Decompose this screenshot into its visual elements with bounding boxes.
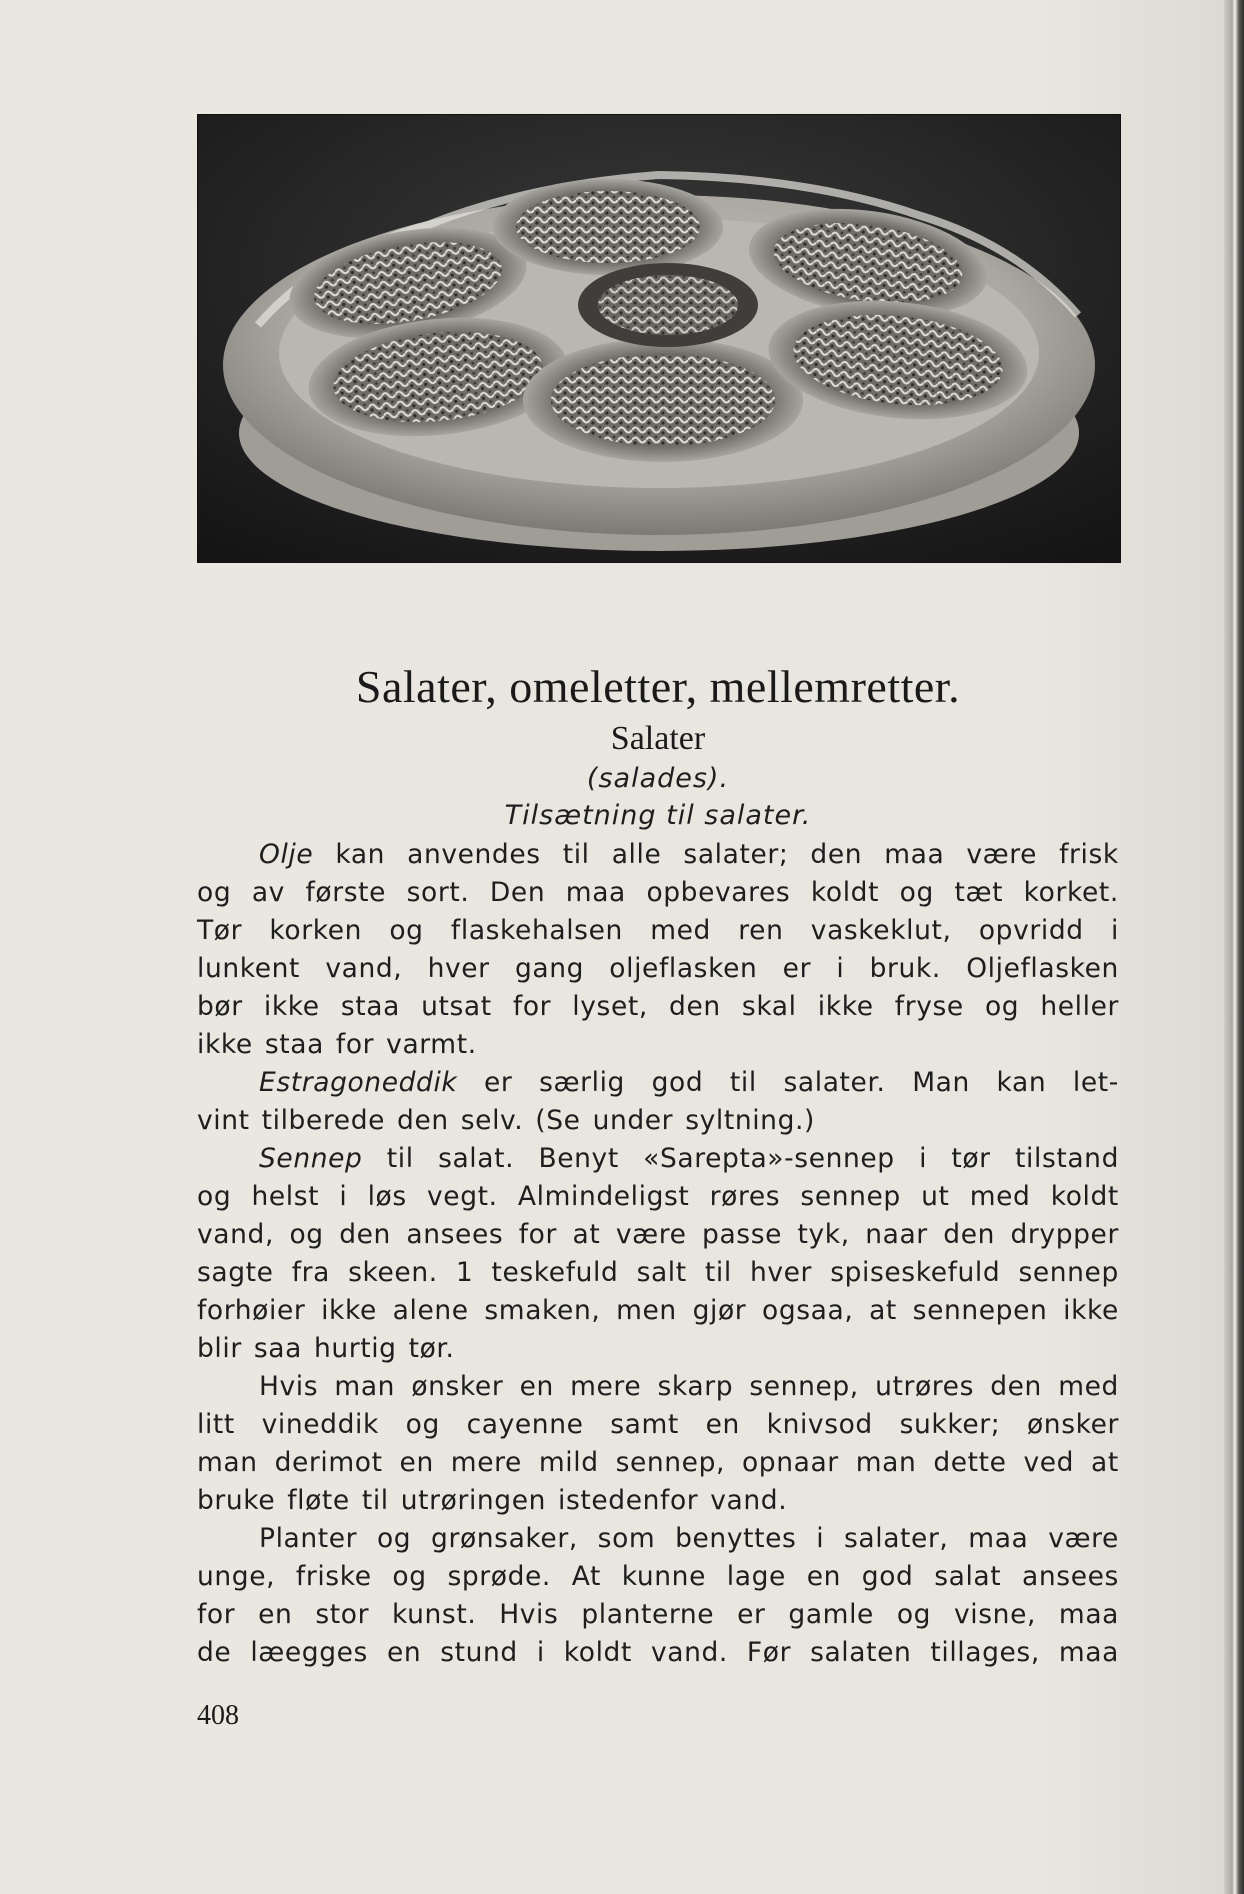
word: hver [427,953,490,984]
word: passe [702,1219,783,1250]
word: smaken, [484,1295,601,1326]
word: røres [709,1181,781,1212]
word: stund [440,1637,518,1668]
word: saa [253,1333,302,1364]
word: man [197,1447,258,1478]
word: være [966,839,1038,870]
word: bør [197,991,243,1022]
word: ikke [263,991,320,1022]
word: den [810,839,863,870]
word: den [943,1219,996,1250]
word: den [990,1371,1042,1402]
word: syltning.) [685,1105,815,1136]
word: helst [251,1181,320,1212]
word: særlig [539,1067,625,1098]
word: læegges [250,1637,368,1668]
word: mere [450,1447,522,1478]
word: salt [636,1257,687,1288]
word: selv. [460,1105,524,1136]
word: en [258,1599,293,1630]
word: den [397,1105,449,1136]
word: tyk, [797,1219,850,1250]
word: i [816,1523,825,1554]
word: Benyt [538,1143,619,1174]
word: (Se [535,1105,581,1136]
word: tilstand [1015,1143,1119,1174]
word: ikke [817,991,874,1022]
word: i [1111,915,1119,946]
word: en [399,1447,434,1478]
text-line [197,1558,1119,1596]
word: ikke [1063,1295,1119,1326]
word: god [861,1561,914,1592]
word: samt [610,1409,679,1440]
word: Man [912,1067,970,1098]
word: ikke [321,1295,377,1326]
word: man [855,1447,917,1478]
word: teskefuld [491,1257,619,1288]
word: er [484,1067,513,1098]
section-title: Salater [610,720,706,757]
word: gang [514,953,585,984]
text-line [197,1140,1119,1178]
word: og [197,877,232,908]
word: med [1058,1371,1119,1402]
word: ønsker [411,1371,504,1402]
word: alle [611,839,662,870]
word: skarp [657,1371,734,1402]
book-binding-edge [1224,0,1244,1894]
word: at [1091,1447,1119,1478]
word: kunst. [392,1599,477,1630]
word: i [836,953,845,984]
word: at [869,1295,897,1326]
word: i [536,1637,545,1668]
body-text [197,836,1119,1672]
word: planterne [581,1599,715,1630]
word: til [729,1067,757,1098]
word: vineddik [261,1409,379,1440]
word: knivsod [766,1409,873,1440]
word: mere [570,1371,642,1402]
word: av [251,877,285,908]
text-line [197,1216,1119,1254]
word: den [339,1219,391,1250]
word: kunne [621,1561,706,1592]
word: men [616,1295,677,1326]
word: maa [565,877,626,908]
word: lage [726,1561,786,1592]
word: sennep [800,1181,901,1212]
word: ut [921,1181,950,1212]
word: koldt [563,1637,632,1668]
word: flaskehalsen [450,915,623,946]
word: hver [749,1257,813,1288]
text-line [197,1520,1119,1558]
word: blir [197,1333,242,1364]
word: kan [335,839,386,870]
emphasized-term: Estragoneddik [259,1067,458,1098]
word: korket. [1023,877,1119,908]
word: staa [264,1029,324,1060]
word: utsat [421,991,492,1022]
word: Tør [197,915,243,946]
word: salater. [783,1067,886,1098]
word: opnaar [741,1447,839,1478]
word: sukker; [899,1409,1001,1440]
word: opvridd [978,915,1084,946]
word: sennep, [749,1371,859,1402]
word: og [197,1181,232,1212]
word: salater; [683,839,789,870]
text-line [197,1406,1119,1444]
word: lyset, [572,991,648,1022]
text-line [197,912,1119,950]
word: grønsaker, [431,1523,578,1554]
word: sennep [1018,1257,1119,1288]
word: korken [269,915,363,946]
word: sprøde. [447,1561,551,1592]
word: maa [884,839,945,870]
word: ønsker [1026,1409,1119,1440]
word: spiseskefuld [830,1257,1001,1288]
word: frisk [1059,839,1119,870]
word: vand, [197,1219,274,1250]
word: Planter [259,1523,358,1554]
word: i [339,1181,348,1212]
word: sagte [197,1257,274,1288]
word: for [335,1029,375,1060]
word: oljeflasken [609,953,758,984]
text-line [197,1444,1119,1482]
word: Den [489,877,546,908]
text-line [197,1482,1119,1520]
text-line [197,1292,1119,1330]
word: og [405,1409,440,1440]
word: vand. [710,1485,788,1516]
word: benyttes [675,1523,797,1554]
word: løs [367,1181,407,1212]
page-number: 408 [197,1700,239,1731]
word: for [197,1599,236,1630]
text-line [197,1064,1119,1102]
word: Oljeflasken [966,953,1119,984]
word: Hvis [259,1371,319,1402]
word: til [361,1485,389,1516]
word: og [289,1219,324,1250]
word: friske [295,1561,372,1592]
text-line [197,1368,1119,1406]
word: en [806,1561,841,1592]
word: istedenfor [558,1485,699,1516]
text-line [197,874,1119,912]
word: første [305,877,387,908]
word: derimot [274,1447,383,1478]
word: tilberede [261,1105,386,1136]
word: «Sarepta»-sennep [643,1143,895,1174]
word: anvendes [407,839,541,870]
word: utrøringen [400,1485,547,1516]
word: ved [1023,1447,1075,1478]
word: salater, [844,1523,949,1554]
word: koldt [810,877,880,908]
word: varmt. [386,1029,477,1060]
word: stor [315,1599,370,1630]
word: sort. [406,877,470,908]
word: og [896,1599,932,1630]
word: Almindeligst [517,1181,690,1212]
word: hurtig [313,1333,397,1364]
word: skal [741,991,797,1022]
word: til [704,1257,732,1288]
text-line [197,1254,1119,1292]
word: maa [1058,1637,1119,1668]
word: vegt. [427,1181,498,1212]
word: til [562,839,590,870]
word: forhøier [197,1295,306,1326]
word: ikke [197,1029,253,1060]
word: salaten [810,1637,912,1668]
word: maa [1058,1599,1119,1630]
word: med [969,1181,1031,1212]
section-subtitle: (salades). [586,763,730,794]
word: under [592,1105,674,1136]
word: Hvis [499,1599,559,1630]
word: for [518,1219,557,1250]
word: bruk. [869,953,941,984]
word: utrøres [875,1371,974,1402]
word: være [615,1219,687,1250]
emphasized-term: Sennep [259,1143,363,1174]
word: og [376,1523,412,1554]
word: tør. [408,1333,455,1364]
word: ren [738,915,784,946]
word: opbevares [646,877,791,908]
word: de [197,1637,232,1668]
word: ansees [406,1219,504,1250]
word: litt [197,1409,235,1440]
text-line [197,1026,1119,1064]
word: kan [996,1067,1047,1098]
word: med [650,915,711,946]
word: den [669,991,721,1022]
text-line [197,1102,1119,1140]
word: skeen. [348,1257,438,1288]
text-line [197,836,1119,874]
word: ogsaa, [762,1295,854,1326]
word: og [389,915,424,946]
text-line [197,950,1119,988]
word: alene [392,1295,469,1326]
word: at [572,1219,601,1250]
text-line [197,1596,1119,1634]
text-line [197,1178,1119,1216]
word: fryse [894,991,964,1022]
salad-platter-image [198,115,1120,562]
word: Før [746,1637,792,1668]
word: heller [1040,991,1119,1022]
word: unge, [197,1561,276,1592]
word: sennepen [912,1295,1048,1326]
word: god [651,1067,704,1098]
word: maa [968,1523,1029,1554]
word: 1 [455,1257,474,1288]
subheading: Tilsætning til salater. [504,800,812,831]
word: naar [865,1219,928,1250]
word: og [984,991,1020,1022]
word: og [392,1561,427,1592]
word: og [899,877,934,908]
word: gamle [788,1599,874,1630]
word: gjør [692,1295,747,1326]
word: bruke [197,1485,276,1516]
word: ansees [1022,1561,1119,1592]
emphasized-term: Olje [259,839,314,870]
word: visne, [954,1599,1036,1630]
text-line [197,1330,1119,1368]
word: salat [934,1561,1002,1592]
word: tæt [954,877,1004,908]
word: cayenne [466,1409,584,1440]
word: en [386,1637,422,1668]
word: er [737,1599,766,1630]
word: tillages, [930,1637,1040,1668]
word: en [519,1371,554,1402]
word: salat. [438,1143,515,1174]
word: vand. [650,1637,728,1668]
chapter-title: Salater, omeletter, mellemretter. [355,661,961,712]
word: være [1048,1523,1119,1554]
word: vand, [325,953,403,984]
word: koldt [1050,1181,1119,1212]
word: en [705,1409,740,1440]
word: fløte [287,1485,350,1516]
word: dette [933,1447,1007,1478]
text-line [197,1634,1119,1672]
word: staa [340,991,400,1022]
word: i [919,1143,928,1174]
word: sennep, [615,1447,726,1478]
word: At [571,1561,601,1592]
word: lunkent [197,953,301,984]
word: fra [291,1257,330,1288]
text-line [197,988,1119,1026]
word: til [386,1143,414,1174]
word: som [597,1523,656,1554]
word: drypper [1010,1219,1119,1250]
word: er [782,953,812,984]
word: for [512,991,552,1022]
word: vaskeklut, [810,915,952,946]
word: mild [538,1447,599,1478]
word: let- [1072,1067,1119,1098]
word: vint [197,1105,250,1136]
word: tør [951,1143,991,1174]
salad-platter-photo [197,114,1121,563]
word: man [334,1371,396,1402]
